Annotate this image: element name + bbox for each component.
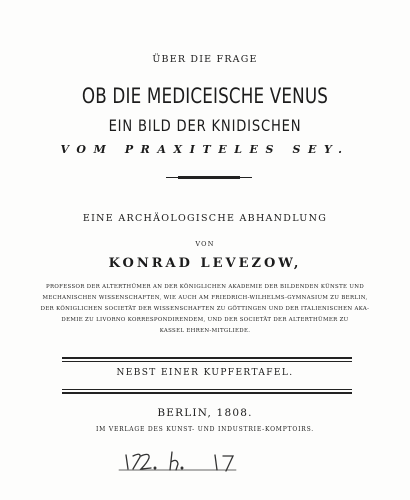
main-title-line-3: VOM PRAXITELES SEY. bbox=[60, 143, 350, 156]
subtitle: EINE ARCHÄOLOGISCHE ABHANDLUNG bbox=[82, 213, 328, 224]
place-and-date: BERLIN, 1808. bbox=[157, 407, 253, 419]
divider-rule bbox=[62, 357, 352, 359]
author-title-line: PROFESSOR DER ALTERTHÜMER AN DER KÖNIGLICHEN AKADEMIE DER BILDENDEN KÜNSTE UND bbox=[45, 284, 364, 290]
divider-rule bbox=[62, 389, 352, 390]
ornamental-rule bbox=[178, 176, 240, 179]
main-title-line-1: OB DIE MEDICEISCHE VENUS bbox=[81, 84, 329, 109]
handwritten-shelfmark bbox=[0, 446, 410, 476]
author-name: KONRAD LEVEZOW, bbox=[108, 256, 302, 271]
author-title-line: DER KÖNIGLICHEN SOCIETÄT DER WISSENSCHAFTEN ZU GÖTTINGEN UND DER ITALIENISCHEN AKA- bbox=[40, 306, 370, 312]
divider-rule bbox=[62, 392, 352, 394]
author-titles bbox=[26, 282, 384, 337]
by-label: VON bbox=[195, 240, 215, 248]
supplement-note: NEBST EINER KUPFERTAFEL. bbox=[116, 368, 294, 378]
author-title-line: KASSEL EHREN-MITGLIEDE. bbox=[159, 328, 251, 334]
author-title-line: MECHANISCHEN WISSENSCHAFTEN, WIE AUCH AM FRIEDRICH-WILHELMS-GYMNASIUM ZU BERLIN, bbox=[42, 295, 368, 301]
main-title-line-2: EIN BILD DER KNIDISCHEN bbox=[108, 116, 302, 135]
divider-rule bbox=[62, 361, 352, 362]
author-title-line: DEMIE ZU LIVORNO KORRESPONDIRENDEM, UND DER SOCIETÄT DER ALTERTHÜMER ZU bbox=[61, 317, 349, 323]
pretitle: ÜBER DIE FRAGE bbox=[152, 54, 258, 65]
publisher-imprint: IM VERLAGE DES KUNST- UND INDUSTRIE-KOMPTOIRS. bbox=[96, 426, 314, 433]
